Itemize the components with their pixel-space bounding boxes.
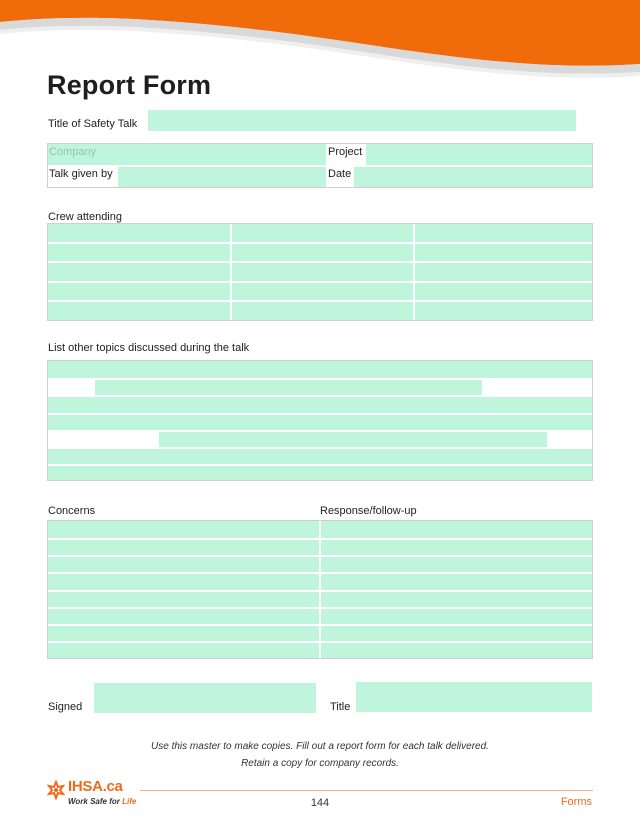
concern-line[interactable] [48,626,319,641]
concerns-label: Concerns [48,505,96,517]
crew-cell[interactable] [48,283,230,300]
project-input[interactable] [366,144,592,165]
topics-grid [47,360,593,481]
title-of-talk-input[interactable] [148,110,576,131]
response-line[interactable] [321,609,592,624]
footer-note-line2: Retain a copy for company records. [241,758,399,769]
crew-cell[interactable] [48,244,230,261]
crew-cell[interactable] [232,263,413,281]
response-line[interactable] [321,521,592,538]
response-line[interactable] [321,592,592,607]
page-number: 144 [310,797,330,809]
response-line[interactable] [321,643,592,658]
concern-line[interactable] [48,540,319,555]
title-of-talk-label: Title of Safety Talk [48,118,138,130]
logo-text: IHSA.ca [68,778,123,795]
signer-title-input[interactable] [356,682,592,712]
response-line[interactable] [321,574,592,590]
signed-label: Signed [48,701,83,713]
crew-cell[interactable] [232,244,413,261]
crew-cell[interactable] [232,283,413,300]
logo-tagline-prefix: Work Safe for [68,797,123,806]
crew-cell[interactable] [232,302,413,320]
response-line[interactable] [321,557,592,572]
response-line[interactable] [321,626,592,641]
response-line[interactable] [321,540,592,555]
date-input[interactable] [354,167,592,187]
concern-line[interactable] [48,643,319,658]
date-label: Date [328,168,352,180]
crew-cell[interactable] [232,224,413,242]
talk-given-by-input[interactable] [118,167,326,187]
company-placeholder: Company [49,146,97,158]
concern-line[interactable] [48,609,319,624]
concern-line[interactable] [48,557,319,572]
topics-label: List other topics discussed during the talk [48,342,250,354]
talk-given-by-label: Talk given by [49,168,113,180]
crew-cell[interactable] [48,224,230,242]
footer-note-line1: Use this master to make copies. Fill out a report form for each talk delivered. [151,741,489,752]
topics-line[interactable] [48,466,592,480]
company-project-table [47,143,593,188]
concern-line[interactable] [48,574,319,590]
topics-line[interactable] [95,380,482,395]
concerns-response-grid [47,520,593,659]
logo-tagline-emphasis: Life [122,797,137,806]
crew-cell[interactable] [415,244,592,261]
topics-line[interactable] [48,449,592,464]
topics-line[interactable] [48,397,592,413]
signed-input[interactable] [94,683,316,713]
topics-line[interactable] [159,432,547,447]
crew-attending-grid [47,223,593,321]
concern-line[interactable] [48,521,319,538]
crew-cell[interactable] [415,224,592,242]
crew-attending-label: Crew attending [48,211,122,223]
crew-cell[interactable] [415,302,592,320]
crew-cell[interactable] [48,263,230,281]
response-label: Response/follow-up [320,505,417,517]
crew-cell[interactable] [415,263,592,281]
crew-cell[interactable] [48,302,230,320]
signer-title-label: Title [330,701,351,713]
concern-line[interactable] [48,592,319,607]
topics-line[interactable] [48,415,592,430]
footer-divider [140,790,593,791]
page-title: Report Form [47,70,212,100]
topics-line[interactable] [48,361,592,378]
crew-cell[interactable] [415,283,592,300]
project-label: Project [328,146,363,158]
section-name: Forms [560,796,592,808]
